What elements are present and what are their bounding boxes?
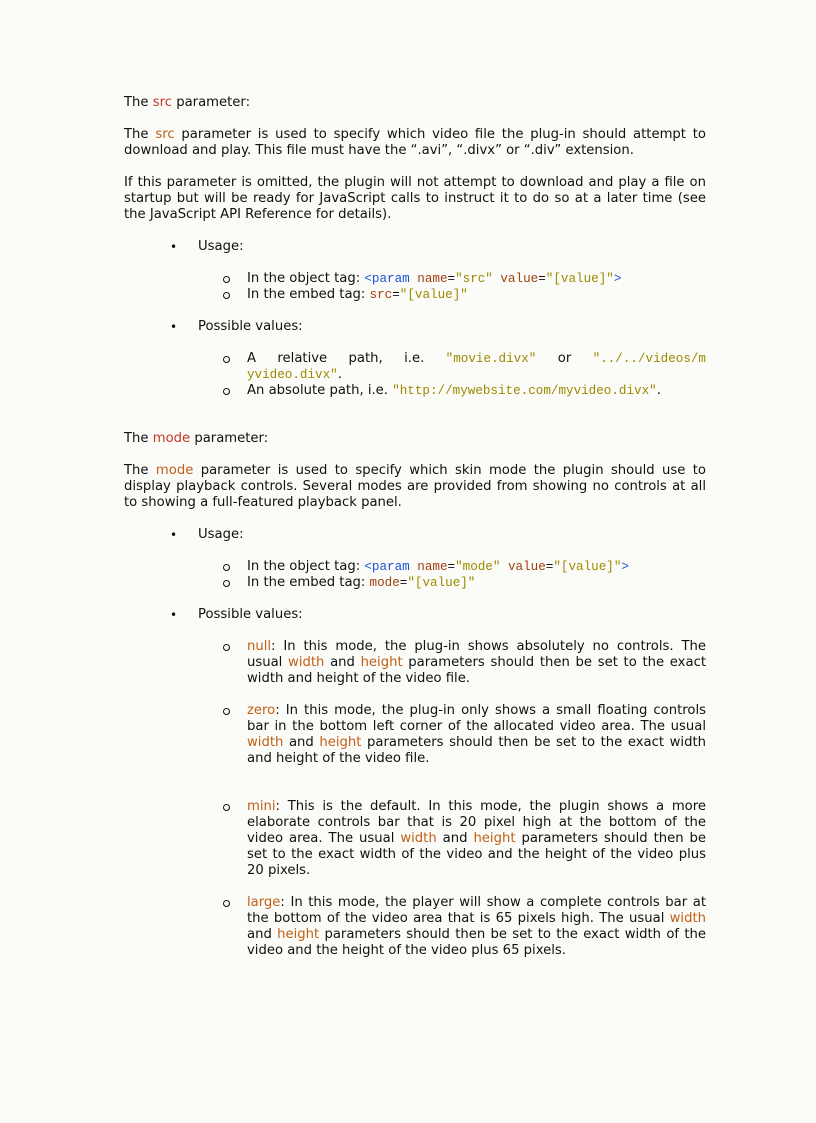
mode-object-tag-item: In the object tag: <param name="mode" value="[value]"> <box>124 559 706 575</box>
mode-value-mini: mini: This is the default. In this mode, the plugin shows a more elaborate controls bar that is 20 pixel high at the bottom of the video area. The usual width and height parameters should then be set to the exact width of the video and the height of the video plus 20 pixels. <box>124 799 706 879</box>
mode-value-null: null: In this mode, the plug-in shows absolutely no controls. The usual width and height parameters should then be set to the exact width and height of the video file. <box>124 639 706 687</box>
mode-value-large: large: In this mode, the player will show a complete controls bar at the bottom of the video area that is 65 pixels high. The usual width and height parameters should then be set to the exact width of the video and the height of the video plus 65 pixels. <box>124 895 706 959</box>
mode-usage-bullet: • Usage: <box>124 527 706 543</box>
src-heading: The src parameter: <box>124 95 251 110</box>
src-keyword: src <box>152 95 172 110</box>
mode-description: The mode parameter is used to specify which skin mode the plugin should use to display playback controls. Several modes are provided from showing no controls at all to showing a full-featured playback panel. <box>124 463 706 510</box>
mode-value-zero: zero: In this mode, the plug-in only shows a small floating controls bar in the bottom left corner of the allocated video area. The usual width and height parameters should then be set to the exact width and height of the video file. <box>124 703 706 767</box>
src-description: The src parameter is used to specify which video file the plug-in should attempt to download and play. This file must have the “.avi”, “.divx” or “.div” extension. <box>124 127 706 158</box>
src-value-relative: A relative path, i.e. "movie.divx" or "../../videos/myvideo.divx". <box>124 351 706 383</box>
src-embed-tag-item: In the embed tag: src="[value]" <box>124 287 706 303</box>
src-value-absolute: An absolute path, i.e. "http://mywebsite.com/myvideo.divx". <box>124 383 706 399</box>
mode-keyword: mode <box>152 431 191 446</box>
mode-values-bullet: • Possible values: <box>124 607 706 623</box>
mode-embed-tag-item: In the embed tag: mode="[value]" <box>124 575 706 591</box>
mode-heading: The mode parameter: <box>124 431 269 446</box>
document-page <box>124 95 706 959</box>
src-usage-bullet: • Usage: <box>124 239 706 255</box>
src-values-bullet: • Possible values: <box>124 319 706 335</box>
src-omit-note: If this parameter is omitted, the plugin will not attempt to download and play a file on startup but will be ready for JavaScript calls to instruct it to do so at a later time (see the JavaScript API Reference for details). <box>124 175 706 222</box>
src-object-tag-item: In the object tag: <param name="src" value="[value]"> <box>124 271 706 287</box>
